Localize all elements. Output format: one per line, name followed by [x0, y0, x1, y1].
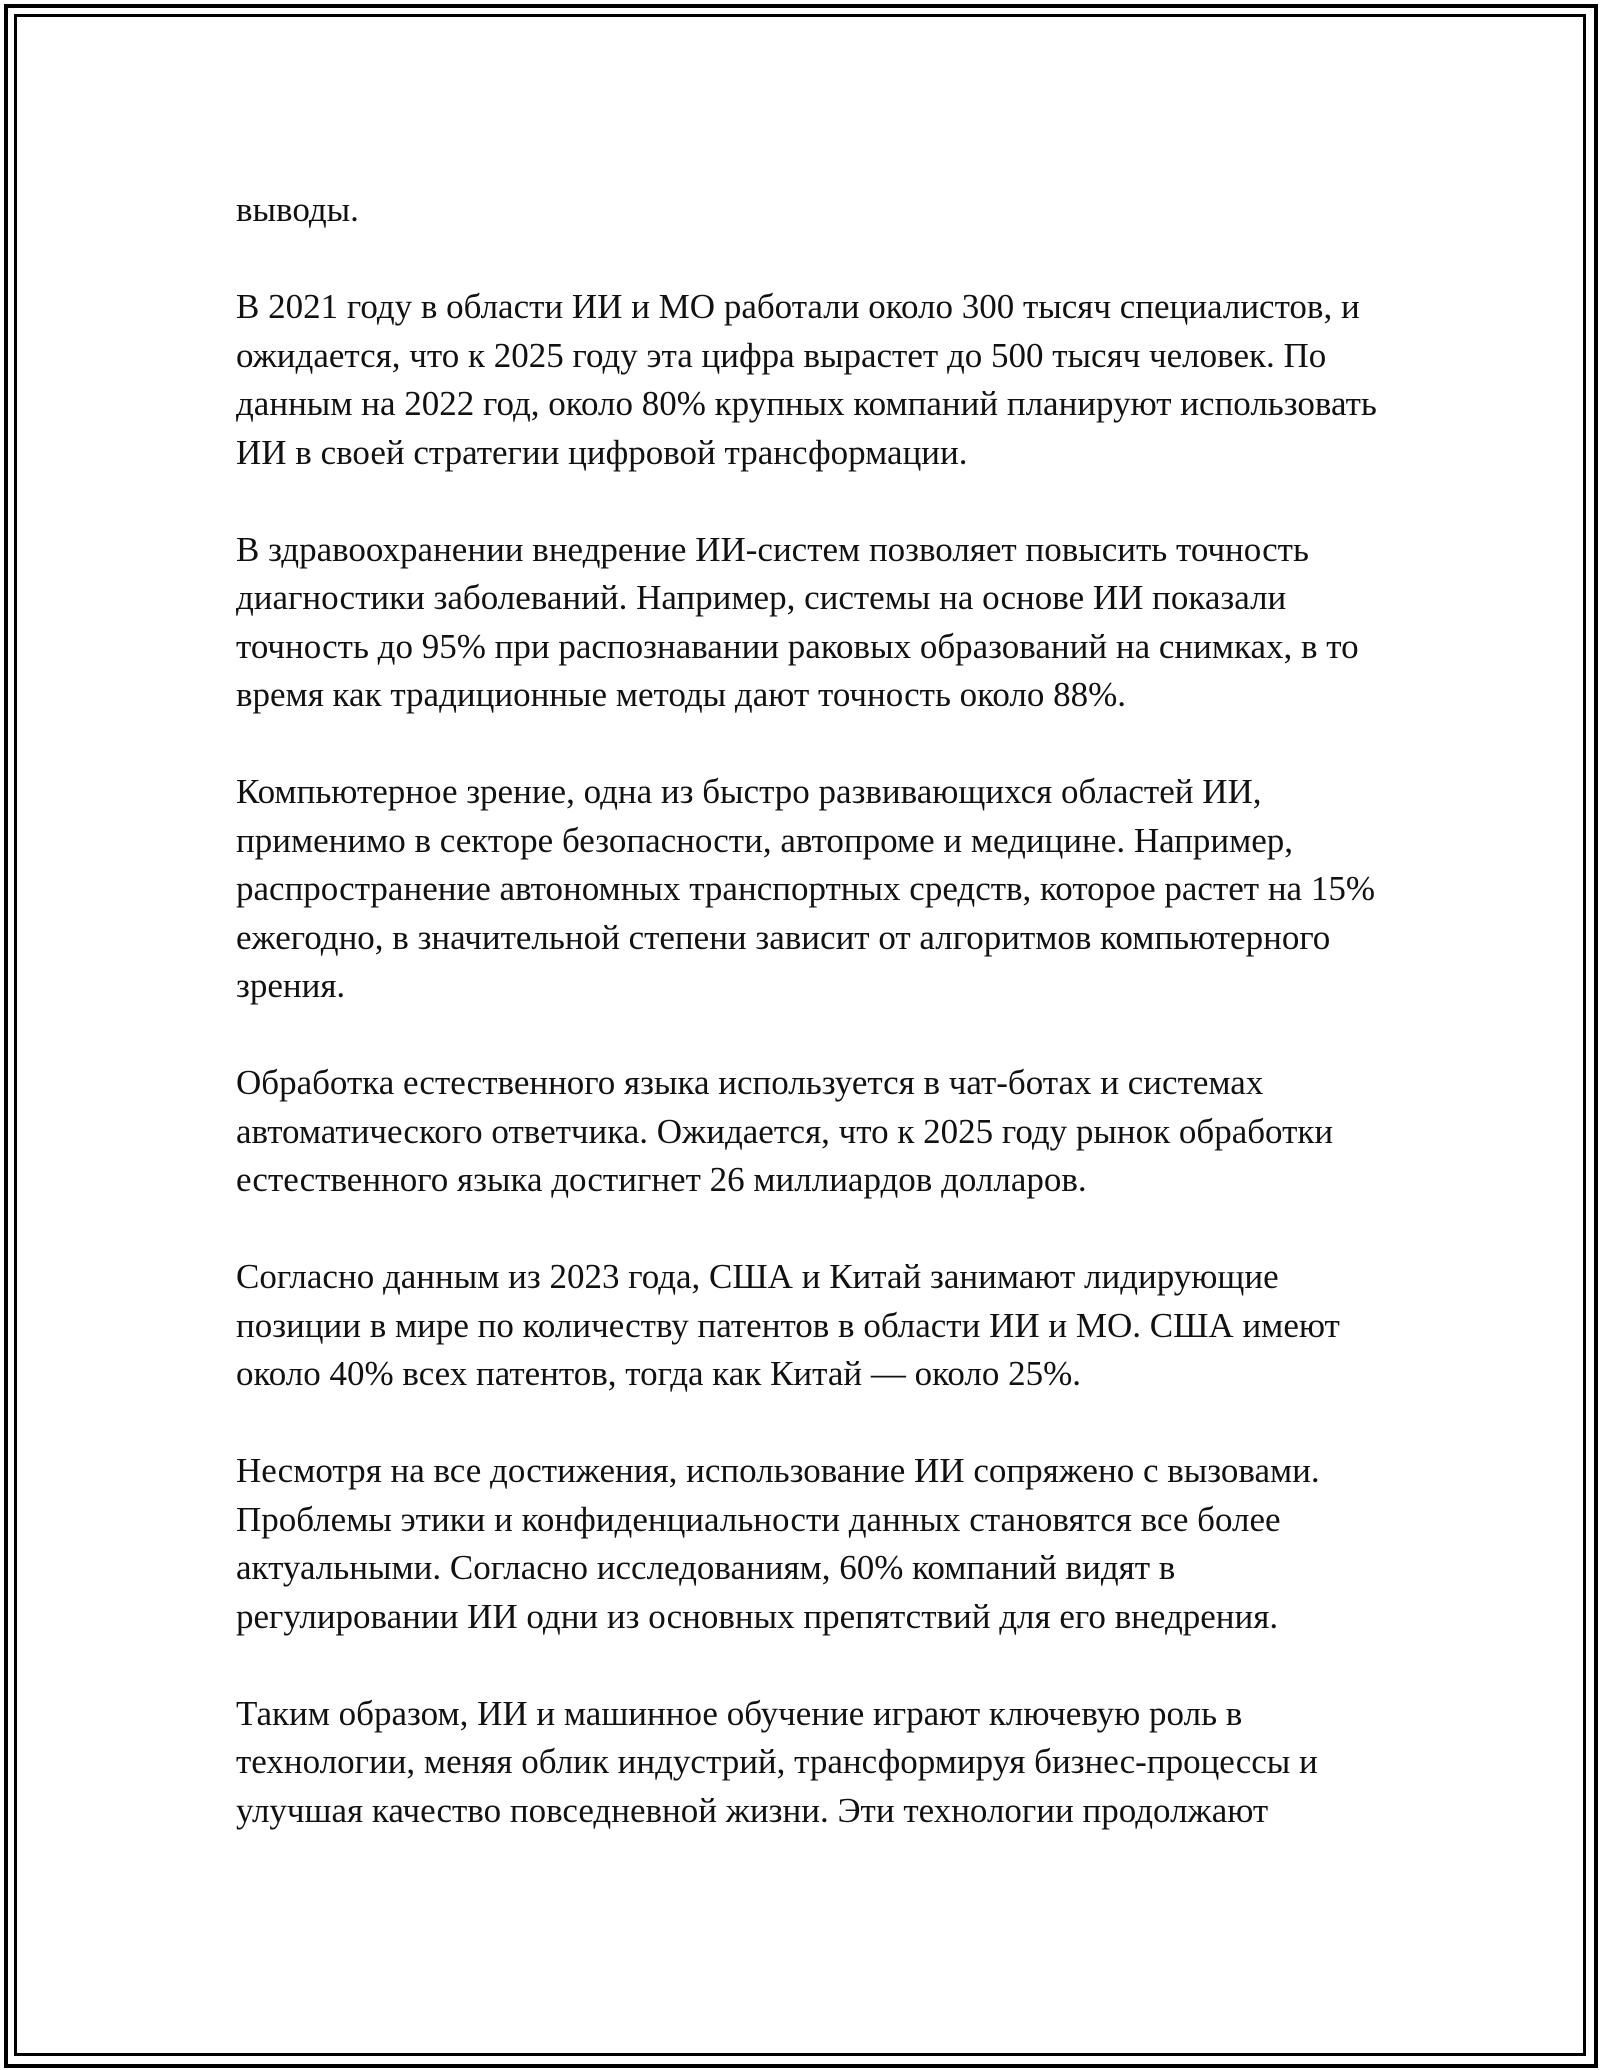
paragraph-patents: Согласно данным из 2023 года, США и Китай занимают лидирующие позиции в мире по количеству патентов в области ИИ и МО. США имеют около 40% всех патентов, тогда как Китай — около 25%.: [236, 1257, 1340, 1393]
paragraph-challenges: Несмотря на все достижения, использование ИИ сопряжено с вызовами. Проблемы этики и конфиденциальности данных становятся все более актуальными. Согласно исследованиям, 60% компаний видят в регулировании ИИ одни из основных препятствий для его внедрения.: [236, 1451, 1320, 1636]
paragraph-conclusion: Таким образом, ИИ и машинное обучение играют ключевую роль в технологии, меняя облик индустрий, трансформируя бизнес-процессы и улучшая качество повседневной жизни. Эти технологии продолжают: [236, 1693, 1318, 1830]
paragraph-ai-workforce: В 2021 году в области ИИ и МО работали около 300 тысяч специалистов, и ожидается, что к 2025 году эта цифра вырастет до 500 тысяч человек. По данным на 2022 год, около 80% крупных компаний планируют использовать ИИ в своей стратегии цифровой трансформации.: [236, 287, 1377, 472]
paragraph-healthcare: В здравоохранении внедрение ИИ-систем позволяет повысить точность диагностики заболеваний. Например, системы на основе ИИ показали точность до 95% при распознавании раковых образований на снимках, в то время как традиционные методы дают точность около 88%.: [236, 529, 1359, 714]
paragraph-nlp: Обработка естественного языка используется в чат-ботах и системах автоматического ответчика. Ожидается, что к 2025 году рынок обработки естественного языка достигнет 26 миллиардов долларов.: [236, 1063, 1334, 1199]
paragraph-continuation: выводы.: [236, 190, 359, 229]
paragraph-computer-vision: Компьютерное зрение, одна из быстро развивающихся областей ИИ, применимо в секторе безопасности, автопроме и медицине. Например, распространение автономных транспортных средств, которое растет на 15% ежегодно, в значительной степени зависит от алгоритмов компьютерного зрения.: [236, 772, 1375, 1005]
document-body: [236, 186, 1386, 1835]
